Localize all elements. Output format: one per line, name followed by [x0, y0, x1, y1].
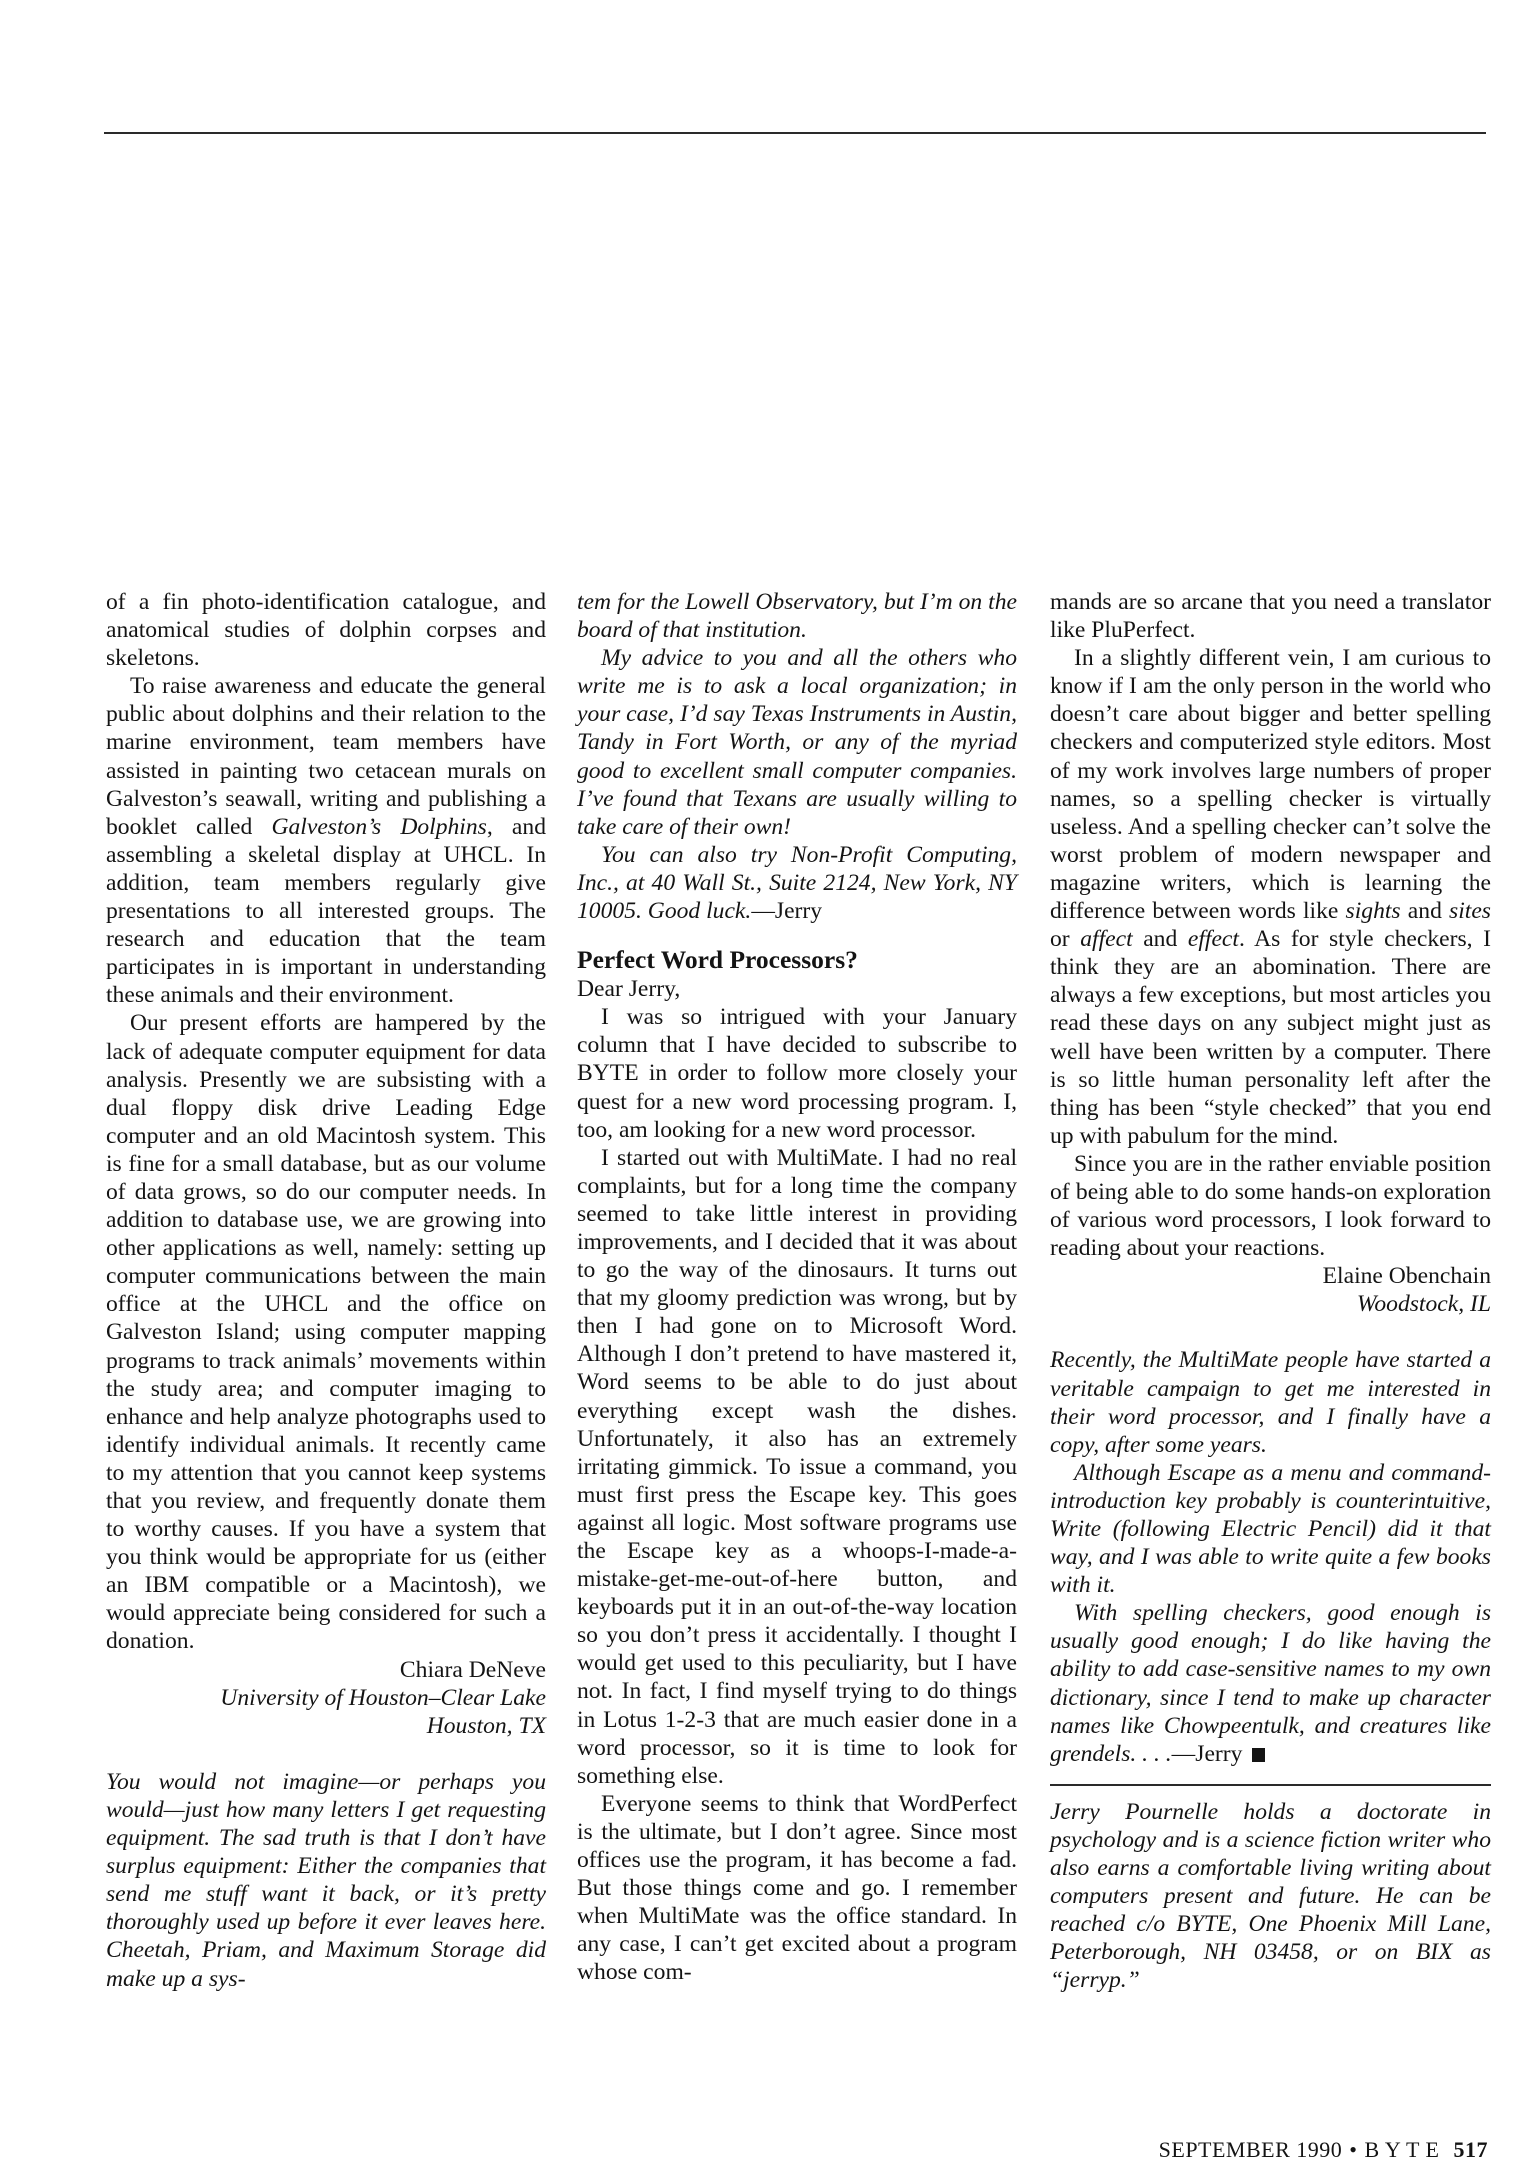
footer-date: SEPTEMBER 1990	[1158, 2137, 1343, 2162]
col1-paragraph-2	[106, 672, 546, 1009]
jerry-reply-2a: Recently, the MultiMate people have started a veritable campaign to get me interested in their word processor, and I finally have a copy, after some years.	[1050, 1347, 1491, 1458]
book-title: Galveston’s Dolphins	[271, 813, 487, 840]
author-bio: Jerry Pournelle holds a doctorate in psychology and is a science fiction writer who also earns a comfortable living writing about computers present and future. He can be reached c/o BYTE, One Phoenix Mill Lane, Peterborough, NH 03458, or on BIX as “jerryp.”	[1050, 1798, 1491, 1994]
word-effect: effect	[1187, 926, 1239, 953]
col1-paragraph-3: Our present efforts are hampered by the lack of adequate computer equipment for data analysis. Presently we are subsisting with a dual floppy disk drive Leading Edge computer and an old Macintosh system. This is fine for a small database, but as our volume of data grows, so do our computer needs. In addition to database use, we are growing into other applications as well, namely: setting up computer communications between the main office at the UHCL and the office on Galveston Island; using computer mapping programs to track animals’ movements within the study area; and computer imaging to enhance and help analyze photographs used to identify individual animals. It recently came to my attention that you cannot keep systems that you review, and frequently donate them to worthy causes. If you have a system that you think would be appropriate for us (either an IBM compatible or a Macintosh), we would appreciate being considered for such a donation.	[106, 1010, 546, 1655]
joiner-and-2: and	[1132, 926, 1188, 953]
jerry-reply-1-continued: tem for the Lowell Observatory, but I’m on the board of that institution.	[577, 589, 1017, 644]
footer-magazine: B Y T E	[1364, 2137, 1440, 2162]
col2-paragraph-1: I was so intrigued with your January column that I have decided to subscribe to BYTE in order to follow more closely your quest for a new word processing program. I, too, am looking for a new word processor.	[577, 1004, 1017, 1143]
col3-p2-text-b: . As for style checkers, I think they are an abomination. There are always a few exceptions, but most articles you read these days on any subject might just as well have been written by a computer. There is so little human personality left after the thing has been “style checked” that you end up with pabulum for the mind.	[1050, 926, 1491, 1149]
col3-paragraph-1: mands are so arcane that you need a translator like PluPerfect.	[1050, 589, 1491, 644]
page-footer	[1159, 2137, 1488, 2163]
bio-rule	[1050, 1784, 1491, 1786]
column-1	[106, 588, 546, 1993]
top-rule	[104, 132, 1486, 134]
page-number: 517	[1453, 2137, 1488, 2162]
col2-paragraph-3: Everyone seems to think that WordPerfect is the ultimate, but I don’t agree. Since most offices use the program, it has become a fad. But those things come and go. I remember when MultiMate was the office standard. In any case, I can’t get excited about a program whose com-	[577, 1790, 1017, 1986]
jerry-advice: My advice to you and all the others who write me is to ask a local organization; in your case, I’d say Texas Instruments in Austin, Tandy in Fort Worth, or any of the myriad good to excellent small computer companies. I’ve found that Texans are usually willing to take care of their own!	[577, 645, 1017, 840]
word-sites: sites	[1449, 898, 1491, 925]
jerry-sign: —Jerry	[751, 898, 823, 925]
jerry-sign-2: —Jerry	[1171, 1740, 1243, 1767]
word-sights: sights	[1345, 898, 1401, 925]
col3-paragraph-3: Since you are in the rather enviable position of being able to do some hands-on exploration of various word processors, I look forward to reading about your reactions.	[1050, 1150, 1491, 1262]
col3-paragraph-2	[1050, 644, 1491, 1150]
jerry-reply-2c	[1050, 1599, 1491, 1768]
end-of-article-icon	[1252, 1748, 1265, 1762]
footer-bullet: •	[1349, 2137, 1358, 2162]
reply-2c-text: With spelling checkers, good enough is usually good enough; I do like having the ability to add case-sensitive names to my own dictionary, since I tend to make up character names like Chowpeentulk, and creatures like grendels. . . .	[1050, 1600, 1491, 1767]
signature-organization: University of Houston–Clear Lake	[220, 1684, 546, 1711]
signature-location: Houston, TX	[426, 1712, 546, 1739]
signature-location-2: Woodstock, IL	[1356, 1291, 1491, 1318]
word-affect: affect	[1080, 926, 1133, 953]
column-2	[577, 588, 1017, 1987]
nonprofit-text: You can also try Non-Profit Computing, Inc., at 40 Wall St., Suite 2124, New York, NY 10005. Good luck.	[577, 841, 1017, 925]
letter-salutation: Dear Jerry,	[577, 976, 681, 1003]
col3-p2-text-a: In a slightly different vein, I am curious to know if I am the only person in the world who doesn’t care about bigger and better spelling checkers and computerized style editors. Most of my work involves large numbers of proper names, so a spelling checker is virtually useless. And a spelling checker can’t solve the worst problem of modern newspaper and magazine writers, which is learning the difference between words like	[1050, 645, 1491, 925]
signature-name-2: Elaine Obenchain	[1322, 1263, 1491, 1290]
jerry-reply-1: You would not imagine—or perhaps you would—just how many letters I get requesting equipment. The sad truth is that I don’t have surplus equipment: Either the companies that send me stuff want it back, or it’s pretty thoroughly used up before it ever leaves here. Cheetah, Priam, and Maximum Storage did make up a sys-	[106, 1768, 546, 1992]
jerry-nonprofit-tip	[577, 841, 1017, 925]
col1-p2-text-a: To raise awareness and educate the general public about dolphins and their relation to the marine environment, team members have assisted in painting two cetacean murals on Galveston’s seawall, writing and publishing a booklet called	[106, 673, 546, 840]
joiner-or: or	[1050, 926, 1081, 953]
column-3	[1050, 588, 1491, 1995]
col1-paragraph-1: of a fin photo-identification catalogue, and anatomical studies of dolphin corpses and skeletons.	[106, 589, 546, 672]
joiner-and-1: and	[1400, 898, 1450, 925]
jerry-reply-2b: Although Escape as a menu and command-introduction key probably is counterintuitive, Write (following Electric Pencil) did it that way, and I was able to write quite a few books with it.	[1050, 1459, 1491, 1599]
letter-heading: Perfect Word Processors?	[577, 945, 858, 975]
col1-p2-text-b: , and assembling a skeletal display at UHCL. In addition, team members regularly give presentations to all interested groups. The research and education that the team participates in is important in understanding these animals and their environment.	[106, 813, 546, 1009]
col2-paragraph-2: I started out with MultiMate. I had no real complaints, but for a long time the company seemed to take little interest in providing improvements, and I decided that it was about to go the way of the dinosaurs. It turns out that my gloomy prediction was wrong, but by then I had gone on to Microsoft Word. Although I don’t pretend to have mastered it, Word seems to be able to do just about everything except wash the dishes. Unfortunately, it also has an extremely irritating gimmick. To issue a command, you must first press the Escape key. This goes against all logic. Most software programs use the Escape key as a whoops-I-made-a-mistake-get-me-out-of-here button, and keyboards put it in an out-of-the-way location so you don’t press it accidentally. I thought I would get used to this peculiarity, but I have not. In fact, I find myself trying to do things in Lotus 1-2-3 that are much easier done in a word processor, so it is time to look for something else.	[577, 1144, 1017, 1789]
signature-name: Chiara DeNeve	[399, 1656, 546, 1683]
